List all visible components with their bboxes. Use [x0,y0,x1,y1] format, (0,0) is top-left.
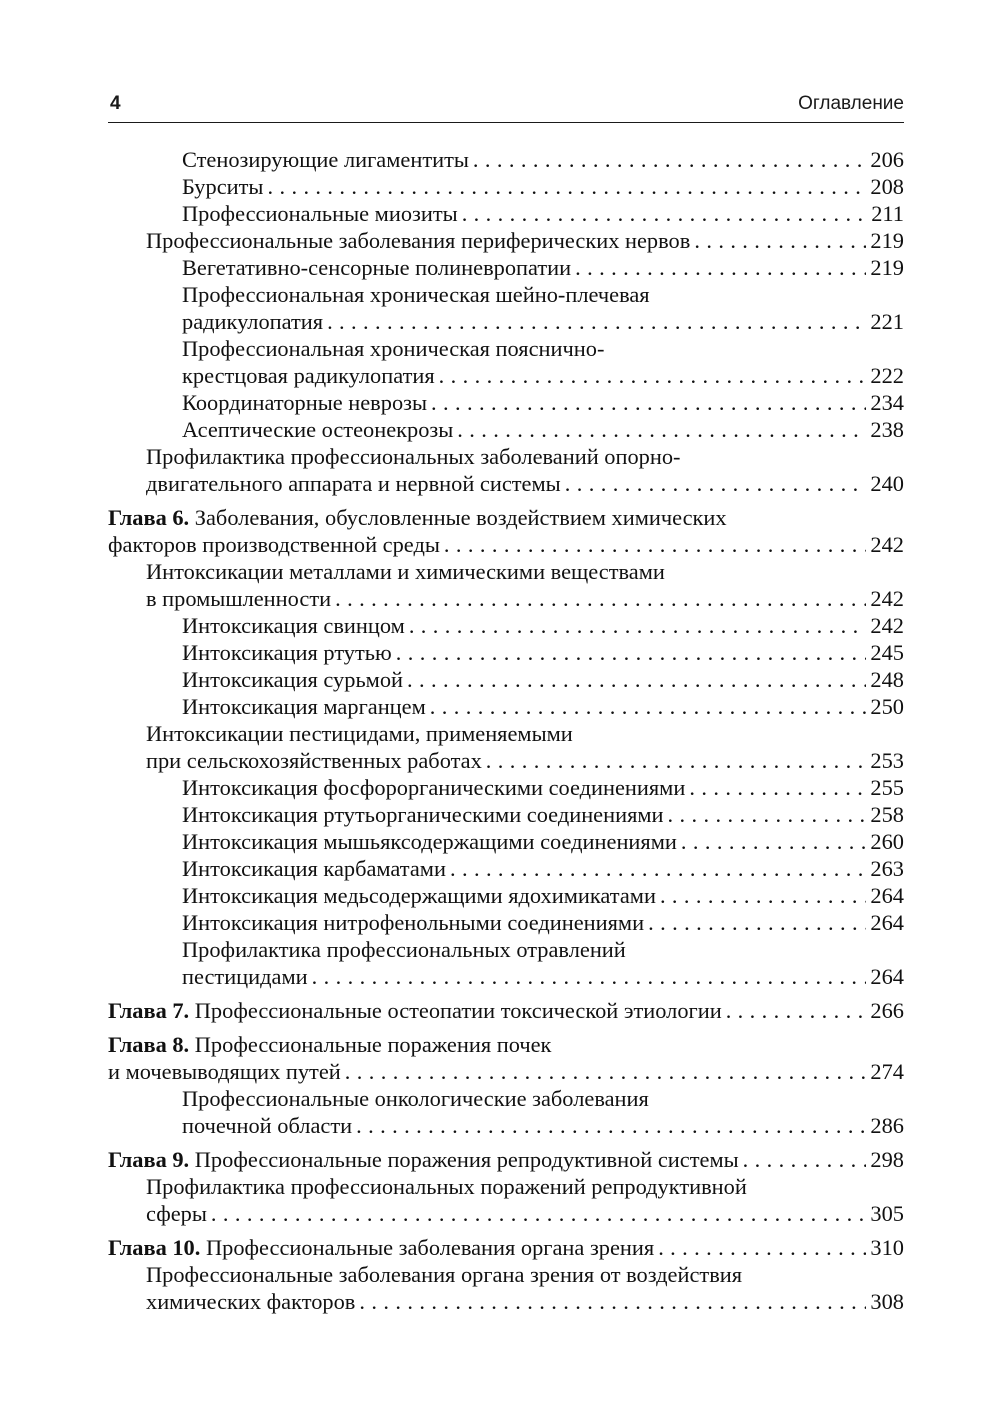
entry-text: Интоксикация сурьмой [182,667,404,692]
toc-entry-title [182,416,453,443]
toc-page-number: 238 [870,417,904,442]
entry-text: радикулопатия [182,309,324,334]
running-header [108,92,904,123]
toc-entry[interactable] [108,308,904,335]
toc-entry[interactable] [108,693,904,720]
toc-page-number: 255 [870,775,904,800]
toc-entry[interactable] [108,747,904,774]
toc-entry-title [182,855,446,882]
dot-leader [677,828,867,855]
toc-entry[interactable] [108,1200,904,1227]
toc-entry[interactable] [108,362,904,389]
toc-page-number: 298 [870,1147,904,1172]
entry-text: и мочевыводящих путей [108,1059,341,1084]
entry-text: Профессиональные заболевания органа зрения от воздействия [146,1262,743,1287]
entry-text: Интоксикация медьсодержащими ядохимикатами [182,883,656,908]
toc-entry[interactable] [108,882,904,909]
toc-entry-title [182,1112,352,1139]
dot-leader [331,585,866,612]
toc-page-number: 266 [870,998,904,1023]
entry-text: двигательного аппарата и нервной системы [146,471,561,496]
entry-text: Бурситы [182,174,264,199]
entry-text: химических факторов [146,1289,356,1314]
toc-page-number: 263 [870,856,904,881]
toc-entry[interactable] [108,855,904,882]
entry-text: Профессиональные заболевания органа зрения [205,1235,655,1260]
chapter-label: Глава 9. [108,1147,190,1172]
dot-leader [405,612,867,639]
entry-text: Интоксикации металлами и химическими веществами [146,559,665,584]
dot-leader [722,997,867,1024]
toc-entry-title [146,1262,742,1287]
toc-entry-title [182,200,458,227]
toc-entry[interactable] [108,774,904,801]
toc-entry[interactable] [108,1112,904,1139]
toc-entry[interactable] [108,281,904,308]
toc-entry-title [182,937,626,962]
dot-leader [685,774,866,801]
dot-leader [426,693,867,720]
entry-text: Профессиональные поражения почек [194,1032,552,1057]
toc-entry-title [108,1032,551,1057]
chapter-label: Глава 6. [108,505,190,530]
toc-entry-title [146,1288,355,1315]
dot-leader [427,389,866,416]
dot-leader [352,1112,866,1139]
toc-entry[interactable] [108,389,904,416]
dot-leader [392,639,867,666]
dot-leader [664,801,867,828]
entry-text: Интоксикация мышьяксодержащими соединениями [182,829,677,854]
toc-entry[interactable] [108,200,904,227]
toc-page-number: 250 [870,694,904,719]
toc-entry-title [182,963,308,990]
toc-entry-title [182,336,604,361]
entry-text: Профессиональные онкологические заболевания [182,1086,649,1111]
toc-entry-title [182,362,435,389]
entry-text: Интоксикация ртутью [182,640,392,665]
entry-text: Профессиональная хроническая шейно-плечевая [182,282,650,307]
toc-entry[interactable] [108,963,904,990]
entry-text: сферы [146,1201,207,1226]
toc-page-number: 264 [870,910,904,935]
toc-entry[interactable] [108,1173,904,1200]
toc-entry-title [146,1200,207,1227]
dot-leader [323,308,866,335]
dot-leader [561,470,867,497]
toc-page-number: 222 [870,363,904,388]
toc-entry[interactable] [108,470,904,497]
toc-entry[interactable] [108,936,904,963]
toc-entry-title [108,1234,654,1261]
toc-entry-title [182,693,426,720]
entry-text: Интоксикация марганцем [182,694,426,719]
chapter-label: Глава 10. [108,1235,201,1260]
toc-page-number: 264 [870,883,904,908]
entry-text: Стенозирующие лигаментиты [182,147,469,172]
toc-page-number: 308 [870,1289,904,1314]
toc-entry-title [108,997,722,1024]
entry-text: Интоксикация ртутьорганическими соединениями [182,802,664,827]
toc-entry[interactable] [108,227,904,254]
dot-leader [263,173,866,200]
toc-page-number: 242 [870,613,904,638]
toc-entry[interactable] [108,531,904,558]
dot-leader [690,227,866,254]
toc-page-number: 208 [870,174,904,199]
entry-text: Заболевания, обусловленные воздействием химических [194,505,727,530]
entry-text: Координаторные неврозы [182,390,428,415]
dot-leader [482,747,867,774]
toc-entry-title [182,308,323,335]
entry-text: пестицидами [182,964,308,989]
dot-leader [403,666,866,693]
toc-entry-title [182,282,650,307]
toc-chapter-entry[interactable] [108,1146,904,1173]
entry-text: Интоксикация фосфорорганическими соединениями [182,775,686,800]
dot-leader [739,1146,867,1173]
toc-chapter-entry[interactable] [108,1031,904,1058]
dot-leader [207,1200,867,1227]
toc-entry-title [146,747,482,774]
entry-text: Асептические остеонекрозы [182,417,454,442]
entry-text: Профессиональные остеопатии токсической этиологии [194,998,722,1023]
toc-entry[interactable] [108,909,904,936]
entry-text: Вегетативно-сенсорные полиневропатии [182,255,572,280]
toc-entry[interactable] [108,666,904,693]
dot-leader [656,882,866,909]
toc-entry-title [146,444,681,469]
toc-entry-title [182,254,571,281]
toc-entry-title [146,721,573,746]
toc-entry[interactable] [108,639,904,666]
page-number: 4 [110,93,121,114]
toc-entry[interactable] [108,254,904,281]
toc-page-number: 274 [870,1059,904,1084]
toc-entry[interactable] [108,585,904,612]
toc-page-number: 248 [870,667,904,692]
toc-page-number: 305 [870,1201,904,1226]
chapter-label: Глава 7. [108,998,190,1023]
toc-page-number: 253 [870,748,904,773]
entry-text: Интоксикация карбаматами [182,856,446,881]
toc-chapter-entry[interactable] [108,997,904,1024]
toc-page-number: 264 [870,964,904,989]
toc-entry-title [146,227,690,254]
toc-page-number: 260 [870,829,904,854]
toc-entry-title [182,801,664,828]
toc-entry[interactable] [108,1085,904,1112]
chapter-label: Глава 8. [108,1032,190,1057]
toc-entry-title [182,173,263,200]
toc-page-number: 245 [870,640,904,665]
dot-leader [440,531,867,558]
dot-leader [308,963,867,990]
entry-text: Интоксикация свинцом [182,613,405,638]
dot-leader [453,416,866,443]
toc-entry-title [146,1174,747,1199]
entry-text: Профессиональные поражения репродуктивной системы [194,1147,739,1172]
entry-text: Профилактика профессиональных заболеваний опорно- [146,444,681,469]
toc-entry-title [182,666,403,693]
toc-page-number: 242 [870,586,904,611]
toc-entry[interactable] [108,1261,904,1288]
toc-entry-title [108,1058,341,1085]
toc-entry[interactable] [108,828,904,855]
toc-chapter-entry[interactable] [108,1234,904,1261]
dot-leader [355,1288,866,1315]
toc-entry-title [182,774,685,801]
toc-entry-title [146,585,331,612]
toc-entry-title [182,909,644,936]
toc-entry[interactable] [108,558,904,585]
table-of-contents [108,146,904,1315]
entry-text: Интоксикации пестицидами, применяемыми [146,721,573,746]
toc-entry-title [146,559,665,584]
toc-entry-title [108,1146,739,1173]
dot-leader [341,1058,867,1085]
toc-entry[interactable] [108,416,904,443]
toc-entry-title [182,1086,649,1111]
entry-text: крестцовая радикулопатия [182,363,435,388]
entry-text: Профессиональные заболевания периферических нервов [146,228,691,253]
dot-leader [571,254,866,281]
toc-entry-title [182,612,405,639]
toc-entry-title [182,882,656,909]
entry-text: Профессиональная хроническая пояснично- [182,336,605,361]
dot-leader [435,362,867,389]
toc-chapter-entry[interactable] [108,504,904,531]
toc-page-number: 258 [870,802,904,827]
entry-text: Интоксикация нитрофенольными соединениями [182,910,645,935]
dot-leader [469,146,866,173]
toc-entry[interactable] [108,801,904,828]
toc-page-number: 211 [871,201,904,226]
dot-leader [446,855,866,882]
toc-entry-title [146,470,561,497]
toc-entry[interactable] [108,720,904,747]
toc-entry-title [182,389,427,416]
entry-text: Профессиональные миозиты [182,201,458,226]
toc-entry[interactable] [108,1058,904,1085]
entry-text: Профилактика профессиональных отравлений [182,937,626,962]
entry-text: факторов производственной среды [108,532,440,557]
entry-text: Профилактика профессиональных поражений репродуктивной [146,1174,747,1199]
toc-entry-title [182,146,469,173]
toc-page-number: 219 [870,255,904,280]
toc-entry-title [182,828,677,855]
entry-text: при сельскохозяйственных работах [146,748,482,773]
toc-page-number: 206 [870,147,904,172]
toc-entry[interactable] [108,335,904,362]
toc-page-number: 219 [870,228,904,253]
toc-entry[interactable] [108,443,904,470]
toc-page-number: 234 [870,390,904,415]
entry-text: почечной области [182,1113,353,1138]
toc-entry[interactable] [108,173,904,200]
toc-entry-title [108,531,440,558]
entry-text: в промышленности [146,586,332,611]
toc-page-number: 242 [870,532,904,557]
toc-entry[interactable] [108,612,904,639]
toc-page-number: 286 [870,1113,904,1138]
toc-entry[interactable] [108,146,904,173]
dot-leader [654,1234,866,1261]
toc-page-number: 310 [870,1235,904,1260]
dot-leader [644,909,866,936]
toc-entry[interactable] [108,1288,904,1315]
toc-page-number: 221 [870,309,904,334]
toc-entry-title [182,639,392,666]
dot-leader [458,200,868,227]
running-title: Оглавление [798,93,904,114]
toc-page-number: 240 [870,471,904,496]
toc-entry-title [108,505,727,530]
